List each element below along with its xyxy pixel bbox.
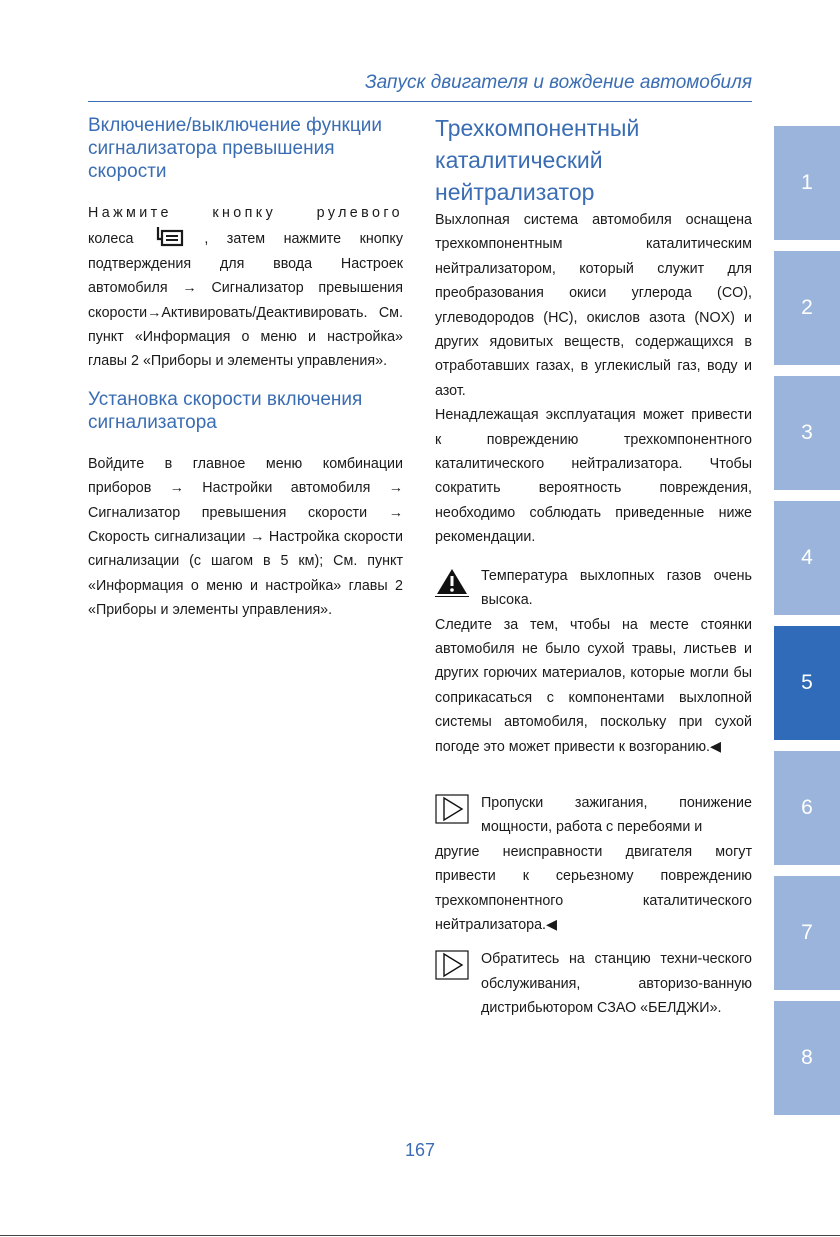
catalytic-converter-warning-text: Ненадлежащая эксплуатация может привести к повреждению трехкомпонентного каталитического нейтрализатора. Чтобы сократить вероятность повреждения, необходимо соблюдать приведенные ниже рекомендации. (435, 407, 752, 546)
text-line: Нажмите кнопку рулевого (88, 205, 403, 221)
text-fragment: колеса (88, 231, 134, 248)
page-header-title: Запуск двигателя и вождение автомобиля (364, 72, 752, 93)
alarm-speed-setting-text: Войдите в главное меню комбинации приборов → Настройки автомобиля → Сигнализатор превышения скорости → Скорость сигнализации → Настройка скорости сигнализации (с шагом в 5 км); См. пункт «Информация о меню и настройка» главы 2 «Приборы и элементы управления». (88, 455, 403, 619)
steering-menu-button-icon (152, 225, 186, 247)
section-heading-alarm-speed-setting: Установка скорости включения сигнализатора (88, 388, 363, 433)
chapter-tab-2[interactable] (774, 251, 840, 365)
chapter-tab-3[interactable] (774, 376, 840, 490)
exhaust-temperature-warning (435, 564, 752, 759)
page-number: 167 (404, 1140, 436, 1160)
speed-alarm-toggle-text-2 (88, 225, 403, 251)
chapter-tab-label: 1 (801, 171, 813, 194)
chapter-tab-7[interactable] (774, 876, 840, 990)
chapter-tab-label: 8 (801, 1046, 813, 1069)
misfire-note-body: другие неисправности двигателя могут привести к серьезному повреждению трехкомпонентного каталитического нейтрализатора.◀ (435, 843, 752, 933)
text-fragment: , затем нажмите кнопку (204, 231, 403, 248)
header-divider (88, 101, 752, 102)
speed-alarm-toggle-body: подтверждения для ввода Настроек автомобиля → Сигнализатор превышения скорости→Активировать/Деактивировать. См. пункт «Информация о меню и настройка» главы 2 «Приборы и элементы управления». (88, 255, 403, 370)
left-column (88, 112, 403, 623)
note-arrow-icon (435, 950, 469, 980)
speed-alarm-toggle-text (88, 201, 403, 225)
right-column (435, 112, 752, 1021)
chapter-tab-label: 6 (801, 796, 813, 819)
bottom-divider (0, 1235, 840, 1236)
misfire-note-first-lines: Пропуски зажигания, понижение мощности, работа с перебоями и (481, 794, 752, 836)
service-station-note-text: Обратитесь на станцию техни-ческого обслуживания, авторизо-ванную дистрибьютором СЗАО «БЕЛДЖИ». (481, 951, 752, 1017)
chapter-tab-4[interactable] (774, 501, 840, 615)
chapter-tab-1[interactable] (774, 126, 840, 240)
chapter-tab-8[interactable] (774, 1001, 840, 1115)
chapter-tab-label: 4 (801, 546, 813, 569)
chapter-tab-label: 5 (801, 671, 813, 694)
chapter-tab-label: 7 (801, 921, 813, 944)
section-heading-catalytic-converter: Трехкомпонентный каталитический нейтрализатор (435, 115, 640, 205)
chapter-tab-label: 2 (801, 296, 813, 319)
note-arrow-icon (435, 794, 469, 824)
chapter-tab-6[interactable] (774, 751, 840, 865)
warning-body: Следите за тем, чтобы на месте стоянки автомобиля не было сухой травы, листьев и других горючих материалов, которые могли бы соприкасаться с компонентами выхлопной системы автомобиля, поскольку при сухой погоде это может привести к возгоранию.◀ (435, 616, 752, 755)
catalytic-converter-description: Выхлопная система автомобиля оснащена трехкомпонентным каталитическим нейтрализатором, который служит для преобразования окиси углерода (CO), углеводородов (HC), окислов азота (NOX) и других ядовитых веществ, содержащихся в отработавших газах, в углекислый газ, воду и азот. (435, 212, 752, 399)
section-heading-speed-alarm-toggle: Включение/выключение функции сигнализатора превышения скорости (88, 115, 382, 182)
chapter-tab-label: 3 (801, 421, 813, 444)
warning-first-line: Температура выхлопных газов очень высока. (481, 567, 752, 609)
chapter-tab-5-active[interactable] (774, 626, 840, 740)
warning-triangle-icon (435, 567, 469, 597)
misfire-note (435, 791, 752, 937)
service-station-note (435, 947, 752, 1020)
